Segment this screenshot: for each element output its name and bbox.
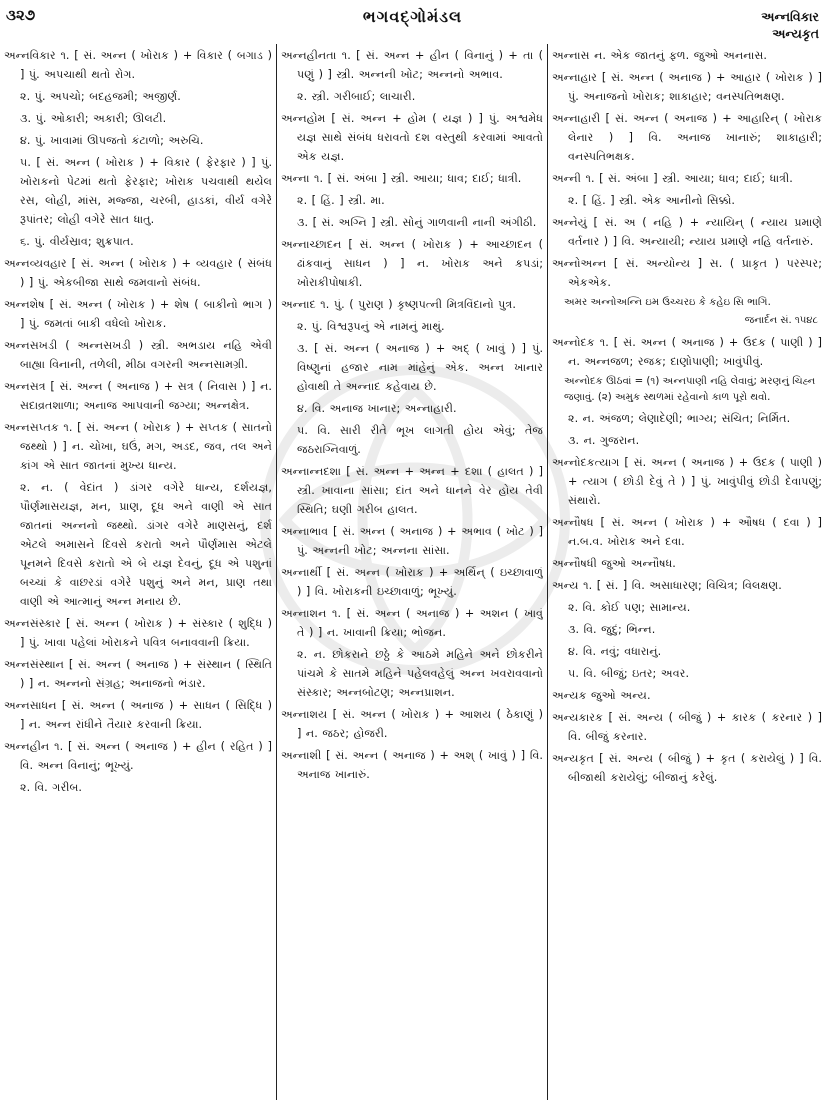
dictionary-entry: અન્નૌષધ [ સં. અન્ન ( ખોરાક ) + ઔષધ ( દવા ) ] ન.બ.વ. ખોરાક અને દવા. (552, 516, 822, 548)
dictionary-entry: અન્નાર્થી [ સં. અન્ન ( ખોરાક ) + અર્થિન્ ( ઇચ્છાવાળું ) ] વિ. ખોરાકની ઇચ્છાવાળું; ભૂખ્યું. (281, 566, 543, 598)
dictionary-entry: અન્નાદ ૧. પું. ( પુરાણ ) કૃષ્ણપત્ની મિત્રવિંદાનો પુત્ર. (281, 298, 516, 311)
dictionary-entry: અન્નાચ્છાદન [ સં. અન્ન ( ખોરાક ) + આચ્છાદન ( ઢાંકવાનું સાધન ) ] ન. ખોરાક અને કપડાં; ખોરાકીપોષાકી. (281, 238, 543, 289)
sense-definition: ૫. [ સં. અન્ન ( ખોરાક ) + વિકાર ( ફેરફાર ) ] પું. ખોરાકનો પેટમાં થતો ફેરફાર; ખોરાક પચવાથી થયેલ રસ, લોહી, માંસ, મજ્જા, ચરબી, હાડકાં, વીર્ય વગેરે રૂપાંતર; લોહી વગેરે સાત ધાતુ. (20, 156, 272, 226)
dictionary-entry: અન્ય ૧. [ સં. ] વિ. અસાધારણ; વિચિત્ર; વિલક્ષણ. (552, 579, 782, 592)
dictionary-entry: અન્નસત્ર [ સં. અન્ન ( અનાજ ) + સત્ર ( નિવાસ ) ] ન. સદાવ્રતશાળા; અનાજ આપવાની જગ્યા; અન્નક્ષેત્ર. (4, 380, 272, 412)
dictionary-entry: અન્નાભાવ [ સં. અન્ન ( અનાજ ) + અભાવ ( ખોટ ) ] પું. અન્નની ખોટ; અન્નના સાંસા. (281, 525, 543, 557)
sense-definition: ૩. ન. ગુજરાન. (568, 434, 640, 447)
column-3 (552, 46, 822, 1098)
guide-word-first: અન્નવિકાર (761, 9, 819, 24)
page-title: ભગવદ્ગોમંડલ (362, 7, 463, 26)
sense-definition: ૨. વિ. ગરીબ. (20, 781, 82, 794)
sense-definition: ૩. વિ. જુદું; ભિન્ન. (568, 623, 656, 636)
guide-word-last: અન્યકૃત (772, 26, 819, 41)
column-1 (4, 46, 272, 1098)
dictionary-entry: અન્યકારક [ સં. અન્ય ( બીજું ) + કારક ( કરનાર ) ] વિ. બીજું કરનાર. (552, 711, 822, 743)
sense-definition: ૪. વિ. નવું; વધારાનું. (568, 645, 662, 658)
dictionary-entry: અન્યક જુઓ અન્ય. (552, 689, 651, 702)
dictionary-entry: અન્નસખડી ( અન્નસખડી ) સ્ત્રી. અભડાય નહિ એવી બાહ્યા વિનાની, તળેલી, મીઠા વગરની અન્નસામગ્રી. (4, 339, 272, 371)
dictionary-entry: અન્નહોમ [ સં. અન્ન + હોમ ( યજ્ઞ ) ] પું. અશ્વમેધ યજ્ઞ સાથે સંબંધ ધરાવતો દશ વસ્તુથી કરવામાં આવતો એક યજ્ઞ. (281, 112, 543, 163)
sense-definition: ૨. પું. વિશ્વરૂપનું એ નામનું માથું. (297, 320, 445, 333)
dictionary-entry: અન્નસંસ્થાન [ સં. અન્ન ( અનાજ ) + સંસ્થાન ( સ્થિતિ ) ] ન. અન્નનો સંગ્રહ; અનાજનો ભંડાર. (4, 658, 272, 690)
sense-definition: ૨. પું. અપચો; બદહજમી; અજીર્ણ. (20, 90, 181, 103)
sense-definition: ૪. પું. ખાવામાં ઊપજતો કંટાળો; અરુચિ. (20, 134, 204, 147)
dictionary-entry: અન્નાશન ૧. [ સં. અન્ન ( અનાજ ) + અશન ( ખાવું તે ) ] ન. ખાવાની ક્રિયા; ભોજન. (281, 607, 543, 639)
column-divider (547, 44, 548, 1100)
sense-definition: ૨. ન. ( વેદાંત ) ડાંગર વગેરે ધાન્ય, દર્શયજ્ઞ, પૌર્ણમાસયજ્ઞ, મન, પ્રાણ, દૂધ અને વાણી એ સાત જાતનાં અન્નનો જથ્થો. ડાંગર વગેરે માણસનું, દર્શ એટલે અમાસને દિવસે કરાતો અને પૌર્ણમાસ એટલે પૂનમને દિવસે કરાતો એ બે યજ્ઞ દેવનું, દૂધ એ પશુનાં બચ્ચાં કે વાછરડાં વગેરે પશુનું અને મન, પ્રાણ તથા વાણી એ આત્માનું અન્ન મનાય છે. (20, 481, 272, 608)
sense-definition: ૫. વિ. બીજું; ઇતર; અવર. (568, 667, 689, 680)
sense-definition: ૨. [ હિં. ] સ્ત્રી. એક આનીનો સિક્કો. (568, 194, 735, 207)
dictionary-entry: અન્નાસ ન. એક જાતનું ફળ. જુઓ અનનાસ. (552, 49, 767, 62)
sense-definition: ૪. વિ. અનાજ ખાનાર; અન્નાહારી. (297, 402, 457, 415)
page-number: ૩૨૭ (6, 6, 36, 24)
dictionary-entry: અન્નવિકાર ૧. [ સં. અન્ન ( ખોરાક ) + વિકાર ( બગાડ ) ] પું. અપચાથી થતો રોગ. (4, 49, 272, 81)
dictionary-entry: અન્નૌષધી જુઓ અન્નૌષધ. (552, 557, 676, 570)
sense-definition: ૬. પું. વીર્યસ્રાવ; શુક્રપાત. (20, 235, 134, 248)
dictionary-entry: અન્નાશય [ સં. અન્ન ( ખોરાક ) + આશય ( ઠેકાણું ) ] ન. જઠર; હોજરી. (281, 708, 543, 740)
guide-words (761, 8, 819, 42)
dictionary-entry: અન્નાશી [ સં. અન્ન ( અનાજ ) + અશ્ ( ખાવું ) ] વિ. અનાજ ખાનારું. (281, 749, 543, 781)
quotation: અન્નોદક ઊઠવાં = (૧) અન્નપાણી નહિ લેવાવું; મરણનું ચિહ્ન જણાવું. (૨) અમુક સ્થળમાં રહેવાનો કાળ પૂરો થવો. (564, 376, 816, 403)
dictionary-entry: અન્ની ૧. [ સં. અંબા ] સ્ત્રી. આયા; ધાવ; દાઈ; ધાત્રી. (552, 172, 793, 185)
sense-definition: ૩. [ સં. અન્ન ( અનાજ ) + અદ્ ( ખાવું ) ] પું. વિષ્ણુનાં હજાર નામ માંહેનું એક. અન્ન ખાનાર હોવાથી તે અન્નાદ કહેવાય છે. (297, 342, 543, 393)
dictionary-entry: અન્નાહાર [ સં. અન્ન ( અનાજ ) + આહાર ( ખોરાક ) ] પું. અનાજનો ખોરાક; શાકાહાર; વનસ્પતિભક્ષણ. (552, 71, 822, 103)
dictionary-entry: અન્નોદક ૧. [ સં. અન્ન ( અનાજ ) + ઉદક ( પાણી ) ] ન. અન્નજળ; રજક; દાણોપાણી; ખાવુંપીવું. (552, 336, 822, 368)
dictionary-entry: અન્નસપ્તક ૧. [ સં. અન્ન ( ખોરાક ) + સપ્તક ( સાતનો જથ્થો ) ] ન. ચોખા, ઘઉં, મગ, અડદ, જવ, તલ અને કાંગ એ સાત જાતનાં મુખ્ય ધાન્ય. (4, 421, 272, 472)
dictionary-entry: અન્નશેષ [ સં. અન્ન ( ખોરાક ) + શેષ ( બાકીનો ભાગ ) ] પું. જમતાં બાકી વધેલો ખોરાક. (4, 298, 272, 330)
sense-definition: ૨. ન. અંજળ; લેણાદેણી; ભાગ્ય; સંચિત; નિર્મિત. (568, 412, 791, 425)
quotation: અમર અન્નોઅન્નિ ઇમ ઉચ્ચરઇ કે કહેઇ સિ ભાગિ. (564, 297, 771, 308)
dictionary-entry: અન્નાહારી [ સં. અન્ન ( અનાજ ) + આહારિન્ ( ખોરાક લેનાર ) ] વિ. અનાજ ખાનારું; શાકાહારી; વનસ્પતિભક્ષક. (552, 112, 822, 163)
sense-definition: ૨. સ્ત્રી. ગરીબાઈ; લાચારી. (297, 90, 416, 103)
dictionary-entry: અન્નોઅન્ન [ સં. અન્યોન્ય ] સ. ( પ્રાકૃત ) પરસ્પર; એકએક. (552, 257, 822, 289)
quotation-source: જનાર્દન સં. ૧૫૪૮ (744, 315, 818, 326)
dictionary-entry: અન્નોદકત્યાગ [ સં. અન્ન ( અનાજ ) + ઉદક ( પાણી ) + ત્યાગ ( છોડી દેવું તે ) ] પું. ખાવુંપીવું છોડી દેવાપણું; સંથારો. (552, 456, 822, 507)
sense-definition: ૩. પું. ઓકારી; અકારી; ઊલટી. (20, 112, 167, 125)
sense-definition: ૩. [ સં. અગ્નિ ] સ્ત્રી. સોનું ગાળવાની નાની અંગીઠી. (297, 216, 537, 229)
dictionary-entry: અન્નસંસ્કાર [ સં. અન્ન ( ખોરાક ) + સંસ્કાર ( શુદ્ધિ ) ] પું. ખાવા પહેલાં ખોરાકને પવિત્ર બનાવવાની ક્રિયા. (4, 617, 272, 649)
column-2 (281, 46, 543, 1098)
column-divider (276, 44, 277, 1100)
dictionary-entry: અન્નસાધન [ સં. અન્ન ( અનાજ ) + સાધન ( સિદ્ધિ ) ] ન. અન્ન રાંધીને તૈયાર કરવાની ક્રિયા. (4, 699, 272, 731)
dictionary-entry: અન્નેયું [ સં. અ ( નહિ ) + ન્યાયિન્ ( ન્યાય પ્રમાણે વર્તનાર ) ] વિ. અન્યાયી; ન્યાય પ્રમાણે નહિ વર્તનારું. (552, 216, 822, 248)
sense-definition: ૫. વિ. સારી રીતે ભૂખ લાગતી હોય એવું; તેજ જઠરાગ્નિવાળું. (297, 424, 543, 456)
dictionary-entry: અન્નવ્યવહાર [ સં. અન્ન ( ખોરાક ) + વ્યવહાર ( સંબંધ ) ] પું. એકબીજા સાથે જમવાનો સંબંધ. (4, 257, 272, 289)
dictionary-entry: અન્નાન્નદશા [ સં. અન્ન + અન્ન + દશા ( હાલત ) ] સ્ત્રી. ખાવાના સાંસા; દાંત અને ધાનને વેર હોય તેવી સ્થિતિ; ઘણી ગરીબ હાલત. (281, 465, 543, 516)
sense-definition: ૨. વિ. કોઈ પણ; સામાન્ય. (568, 601, 691, 614)
dictionary-entry: અન્યકૃત [ સં. અન્ય ( બીજું ) + કૃત ( કરાયેલું ) ] વિ. બીજાથી કરાયેલું; બીજાનું કરેલું. (552, 752, 822, 784)
sense-definition: ૨. ન. છોકરાને છઠ્ઠે કે આઠમે મહિને અને છોકરીને પાંચમે કે સાતમે મહિને પહેલવહેલું અન્ન ખવરાવવાનો સંસ્કાર; અન્નબોટણ; અન્નપ્રાશન. (297, 648, 543, 699)
dictionary-entry: અન્નહીનતા ૧. [ સં. અન્ન + હીન ( વિનાનું ) + તા ( પણું ) ] સ્ત્રી. અન્નની ખોટ; અન્નનો અભાવ. (281, 49, 543, 81)
sense-definition: ૨. [ હિં. ] સ્ત્રી. મા. (297, 194, 385, 207)
dictionary-entry: અન્નહીન ૧. [ સં. અન્ન ( અનાજ ) + હીન ( રહિત ) ] વિ. અન્ન વિનાનું; ભૂખ્યું. (4, 740, 272, 772)
dictionary-entry: અન્ના ૧. [ સં. અંબા ] સ્ત્રી. આયા; ધાવ; દાઈ; ધાત્રી. (281, 172, 522, 185)
